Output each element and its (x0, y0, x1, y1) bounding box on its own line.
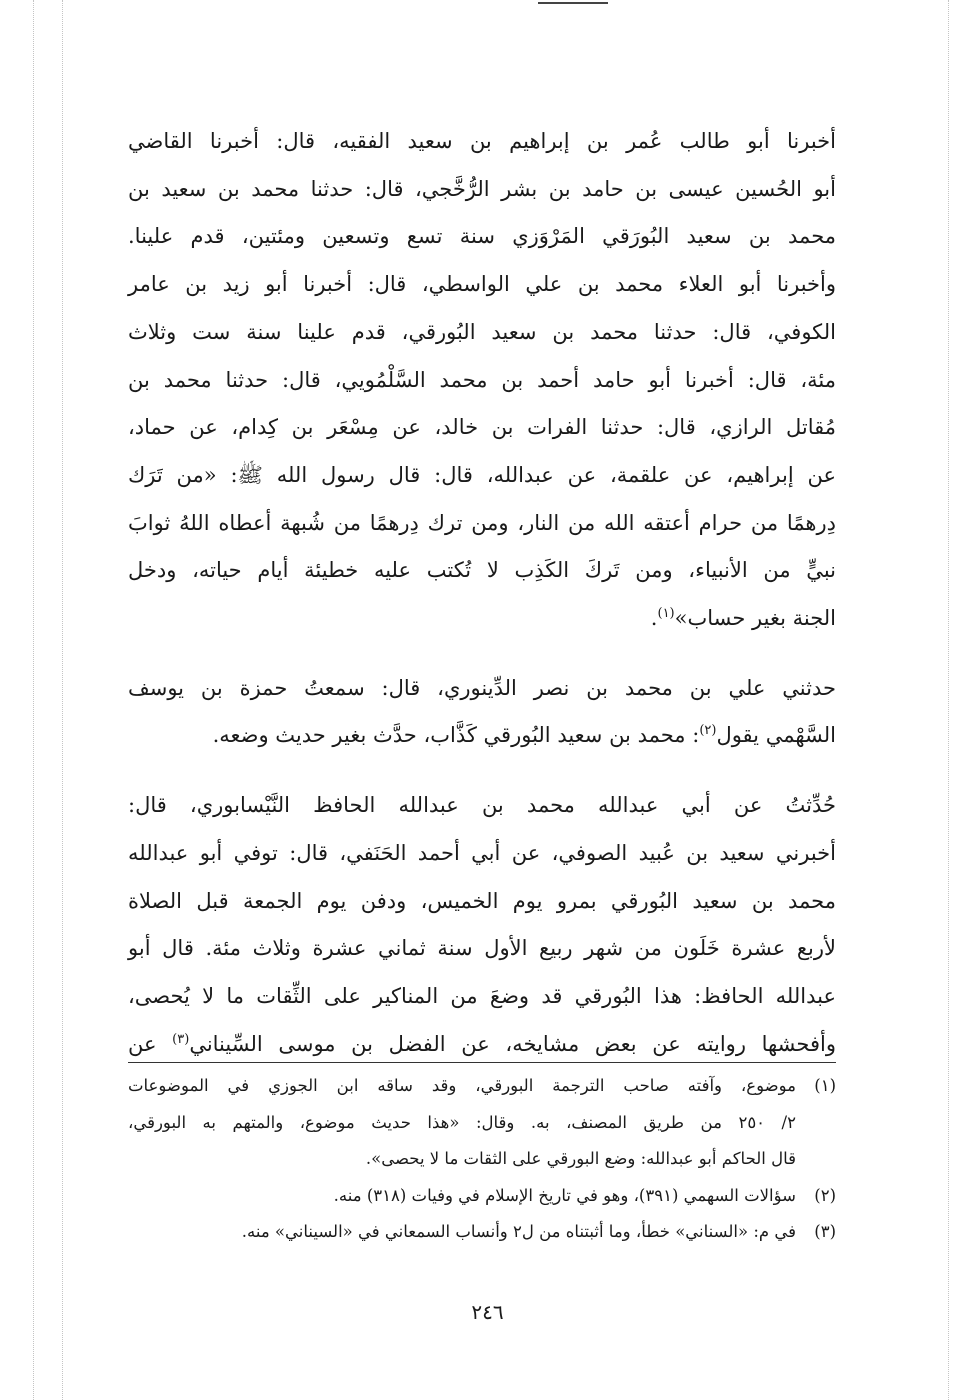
text-line: أبو الحُسين عيسى بن حامد بن بشر الرُّخَّجي، قال: حدثنا محمد بن سعيد بن (128, 176, 836, 201)
footnote-3 (128, 1214, 836, 1251)
text-segment: : محمد بن سعيد البُورقي كَذَّاب، حدَّث بغير حديث وضعه. (212, 723, 700, 748)
paragraph-3 (128, 782, 836, 1068)
footnote-text (128, 1068, 796, 1178)
footnote-1 (128, 1068, 836, 1178)
text-line: حدثني علي بن محمد بن نصر الدِّينوري، قال: سمعتُ حمزة بن يوسف (128, 675, 836, 700)
text-line: عن إبراهيم، عن علقمة، عن عبدالله، قال: قال رسول الله ﷺ: «من تَرَك (128, 462, 836, 487)
footnote-number: (١) (814, 1076, 836, 1095)
footnote-line: في م: «السناني» خطأ، وما أثبتناه من ل٢ وأنساب السمعاني في «السيناني» منه. (241, 1222, 796, 1241)
footnote-number: (٣) (814, 1222, 836, 1241)
text-line: محمد بن سعيد البُورقي بمرو يوم الخميس، ودفن يوم الجمعة قبل الصلاة (128, 888, 836, 913)
footnote-line: ٢/ ٢٥٠ من طريق المصنف، به. وقال: «هذا حديث موضوع، والمتهم به البورقي، (128, 1112, 796, 1132)
text-line: مئة، قال: أخبرنا أبو حامد أحمد بن محمد السَّلْمُويي، قال: حدثنا محمد بن (128, 367, 836, 392)
text-line: دِرهمًا من حرام أعتقه الله من النار، ومن ترك دِرهمًا من شُبهة أعطاه اللهُ ثوابَ (128, 510, 836, 535)
text-segment: الجنة بغير حساب» (674, 606, 836, 631)
text-segment: وأفحشها روايته عن بعض مشايخه، عن الفضل بن موسى السِّيناني (189, 1031, 836, 1056)
main-text (128, 118, 836, 1090)
text-line: عبدالله الحافظ: هذا البُورقي قد وضعَ من المناكير على الثِّقات ما لا يُحصى، (128, 983, 836, 1008)
text-segment: عن (128, 1031, 173, 1056)
paragraph-2 (128, 665, 836, 760)
text-line: لأربع عشرة خَلَون من شهر ربيع الأول سنة ثماني عشرة وثلاث مئة. قال أبو (128, 936, 836, 961)
text-line: الكوفي، قال: حدثنا محمد بن سعيد البُورقي، قدم علينا سنة ست وثلاث (128, 319, 836, 344)
text-line: أخبرنا أبو طالب عُمر بن إبراهيم بن سعيد الفقيه، قال: أخبرنا القاضي (128, 129, 836, 153)
top-rule (538, 2, 608, 4)
footnote-number: (٢) (814, 1185, 836, 1205)
text-line: نبيٍّ من الأنبياء، ومن تَركَ الكَذِب لا تُكتب عليه خطيئة أيام حياته، ودخل (128, 558, 836, 583)
footnote-2 (128, 1178, 836, 1215)
text-line (128, 712, 836, 760)
text-line: مُقاتل الرازي، قال: حدثنا الفرات بن خالد، عن مِسْعَر بن كِدام، عن حماد، (128, 415, 836, 440)
text-line: الجنة بغير حساب»$^{(١)}$. (650, 606, 836, 631)
footnote-line: سؤالات السهمي (٣٩١)، وهو في تاريخ الإسلام في وفيات (٣١٨) منه. (333, 1185, 796, 1205)
footnote-ref[interactable]: (٢) (699, 723, 717, 739)
paragraph-1 (128, 118, 836, 643)
footnote-line: موضوع، وآفته صاحب الترجمة البورقي، وقد ساقه ابن الجوزي في الموضوعات (128, 1076, 796, 1095)
footnotes (128, 1068, 836, 1251)
footnote-line: قال الحاكم أبو عبدالله: وضع البورقي على الثقات ما لا يحصى». (365, 1149, 796, 1168)
footnote-divider (128, 1062, 836, 1063)
footnote-text (128, 1214, 796, 1251)
page-number: ٢٤٦ (471, 1300, 504, 1324)
text-line: محمد بن سعيد البُورَقي المَرْوَزي سنة تسع وتسعين ومئتين، قدم علينا. (128, 224, 836, 249)
text-line: وأخبرنا أبو العلاء محمد بن علي الواسطي، قال: أخبرنا أبو زيد بن عامر (128, 272, 836, 297)
footnote-ref[interactable]: (١) (657, 606, 675, 622)
text-segment (213, 723, 836, 747)
margin-dotted-line (33, 0, 34, 1400)
text-line: حُدِّثتُ عن أبي عبدالله محمد بن عبدالله الحافظ النَّيْسابوري، قال: (128, 793, 836, 818)
text-line: أخبرني سعيد بن عُبيد الصوفي، عن أبي أحمد الحَنَفي، قال: توفي أبو عبدالله (128, 840, 836, 865)
margin-dotted-line (62, 0, 63, 1400)
margin-dotted-line (948, 0, 949, 1400)
text-segment: السَّهْمي يقول (716, 723, 836, 748)
footnote-ref[interactable]: (٣) (172, 1031, 190, 1047)
footnote-text (128, 1178, 796, 1215)
